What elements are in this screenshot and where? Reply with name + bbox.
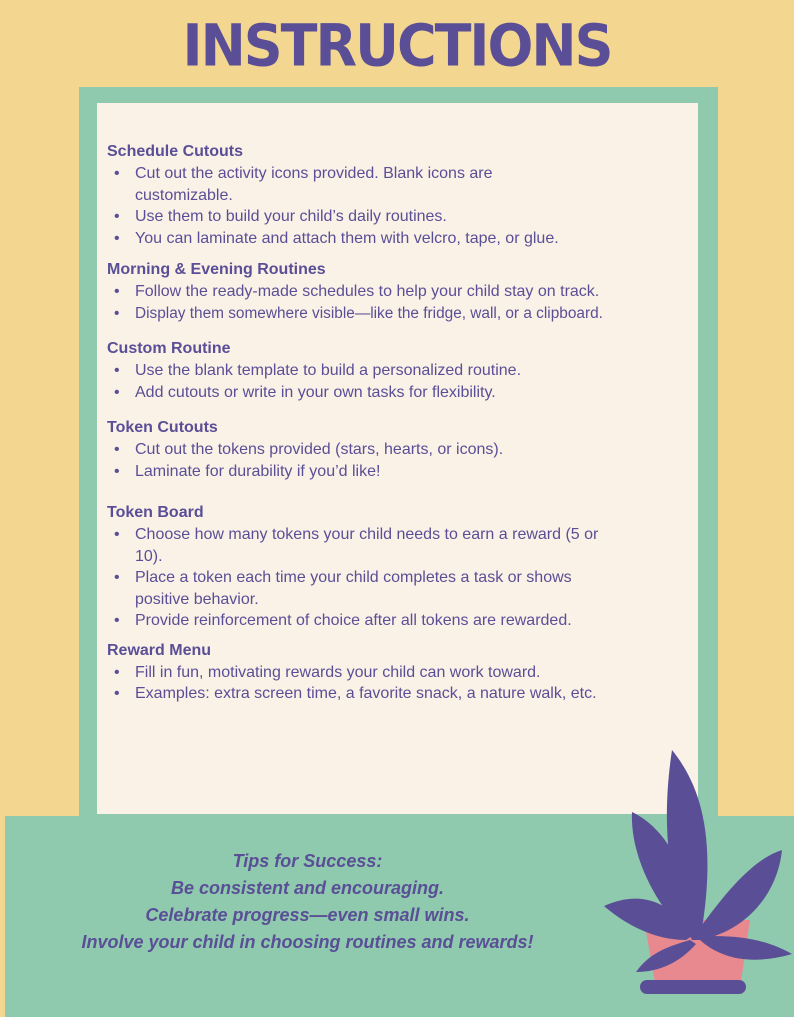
bullet-list xyxy=(107,281,697,324)
tip-line: Involve your child in choosing routines and rewards! xyxy=(81,932,534,952)
bullet-list xyxy=(107,524,697,632)
bullet-item: • Add cutouts or write in your own tasks for flexibility. xyxy=(107,382,697,404)
tip-line: Celebrate progress—even small wins. xyxy=(145,905,470,925)
section-token-board xyxy=(107,502,697,632)
section-heading: Custom Routine xyxy=(107,340,231,357)
bullet-item: • Use the blank template to build a personalized routine. xyxy=(107,360,697,382)
bullet-item: • Fill in fun, motivating rewards your child can work toward. xyxy=(107,662,697,684)
bullet-item: • Provide reinforcement of choice after all tokens are rewarded. xyxy=(107,610,577,632)
section-heading: Morning & Evening Routines xyxy=(107,261,326,278)
bullet-item: • Follow the ready-made schedules to help your child stay on track. xyxy=(107,281,697,303)
section-heading: Token Cutouts xyxy=(107,419,218,436)
bullet-item: • You can laminate and attach them with velcro, tape, or glue. xyxy=(107,228,697,250)
bullet-item: • Display them somewhere visible—like the fridge, wall, or a clipboard. xyxy=(107,303,697,325)
tips-for-success xyxy=(40,848,575,956)
bullet-list xyxy=(107,360,697,403)
bullet-item: • Laminate for durability if you’d like! xyxy=(107,461,697,483)
instructions-content xyxy=(107,141,697,715)
bullet-item: • Choose how many tokens your child needs to earn a reward (5 or 10). xyxy=(107,524,617,567)
bullet-item: • Cut out the activity icons provided. Blank icons are customizable. xyxy=(107,163,567,206)
bullet-list xyxy=(107,163,697,249)
potted-plant-icon xyxy=(600,740,794,1000)
section-heading: Token Board xyxy=(107,504,204,521)
tip-line: Be consistent and encouraging. xyxy=(170,878,445,898)
tips-heading: Tips for Success: xyxy=(232,851,383,871)
section-heading: Reward Menu xyxy=(107,641,212,659)
section-custom-routine xyxy=(107,338,697,403)
bullet-list xyxy=(107,439,697,482)
bullet-list xyxy=(107,662,697,705)
bullet-item: • Use them to build your child’s daily routines. xyxy=(107,206,697,228)
section-morning-evening-routines xyxy=(107,259,697,324)
section-heading: Schedule Cutouts xyxy=(107,143,244,160)
section-schedule-cutouts xyxy=(107,141,697,249)
bullet-item: • Cut out the tokens provided (stars, hearts, or icons). xyxy=(107,439,697,461)
bullet-item: • Examples: extra screen time, a favorite snack, a nature walk, etc. xyxy=(107,683,617,705)
bullet-item: • Place a token each time your child completes a task or shows positive behavior. xyxy=(107,567,587,610)
page-title: INSTRUCTIONS xyxy=(182,11,612,80)
section-token-cutouts xyxy=(107,417,697,482)
section-reward-menu xyxy=(107,640,697,705)
